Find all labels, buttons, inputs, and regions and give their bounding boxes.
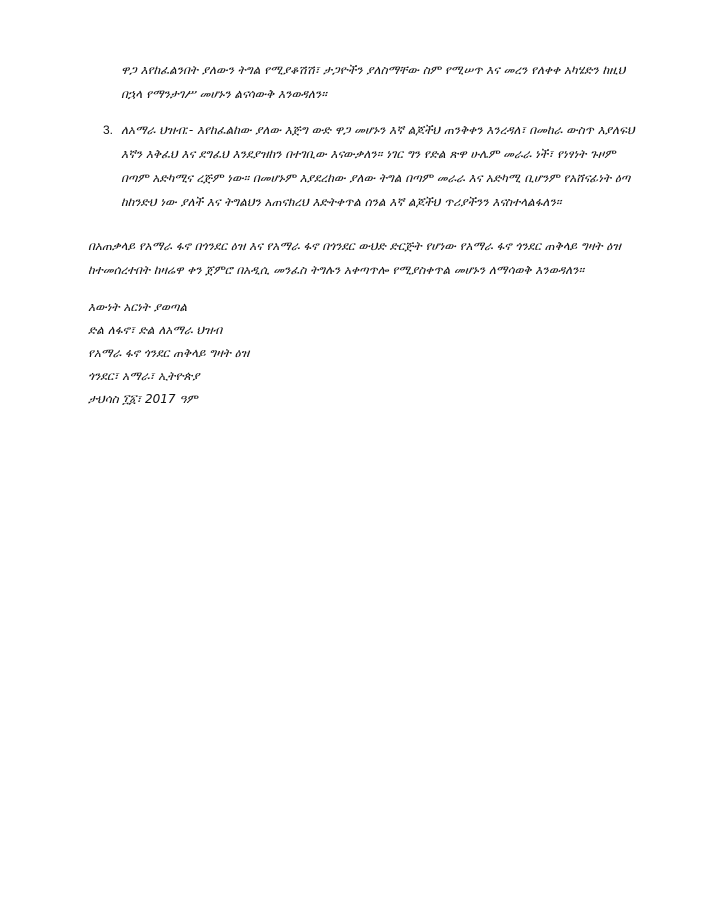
continuation-paragraph: ዋጋ እየከፈልንበት ያለውን ትግል የሚያቆሽሽ፣ ታጋዮችን ያለስማቸው ስም የሚሠጥ እና መረን የለቀቀ አካሄድን ከዚህ በኋላ የማንታገሥ መሆኑን ልናሳውቅ እንወዳለን። — [121, 63, 626, 101]
signature-motto: እውነት አርነት ያወጣል — [88, 300, 187, 314]
closing-paragraph: በአጠቃላይ የአማራ ፋኖ በጎንደር ዕዝ እና የአማራ ፋኖ በጎንደር ውህድ ድርጅት የሆነው የአማራ ፋኖ ጎንደር ጠቅላይ ግዛት ዕዝ ከተመሰረተበት ከዛሬዋ ቀን ጀምሮ በአዲሲ መንፈስ ትግሉን አቀጣጥሎ የሚያስቀጥል መሆኑን ለማሳወቅ እንወዳለን። — [88, 239, 621, 277]
signature-date: ታህሳስ ፲፩፣ 2017 ዓም — [88, 392, 198, 406]
signature-organization: የአማራ ፋኖ ጎንደር ጠቅላይ ግዛት ዕዝ — [88, 346, 250, 360]
list-item-number: 3. — [103, 123, 114, 137]
signature-slogan: ድል ለፋኖ፣ ድል ለአማራ ህዝብ — [88, 323, 223, 337]
list-item-text: ለአማራ ህዝብ:- እየከፈልከው ያለው እጅግ ውድ ዋጋ መሆኑን እኛ ልጆችህ ጠንቅቀን እንረዳለ፣ በመከራ ውስጥ እያለፍህ እኛን እቅፈህ እና ደግፈህ እንደያዝከን በተገቢው እናውቃለን። ነገር ግን የድል ጽዋ ሁሌም መራራ ነች፣ የነፃነት ጉዞም በጣም አድካሚና ረጅም ነው። በመሆኑም እያደረከው ያለው ትግል በጣም መራራ እና አድካሚ ቢሆንም የአሸናፊነት ዕጣ ከከንድህ ነው ያለች እና ትግልህን አጠናክረህ እድትቀጥል ሰንል እኛ ልጆችህ ጥሪያችንን እናስተላልፋለን። — [121, 123, 635, 209]
signature-block — [88, 296, 488, 411]
signature-location: ጎንደር፣ አማራ፣ ኢትዮጵያ — [88, 369, 200, 383]
